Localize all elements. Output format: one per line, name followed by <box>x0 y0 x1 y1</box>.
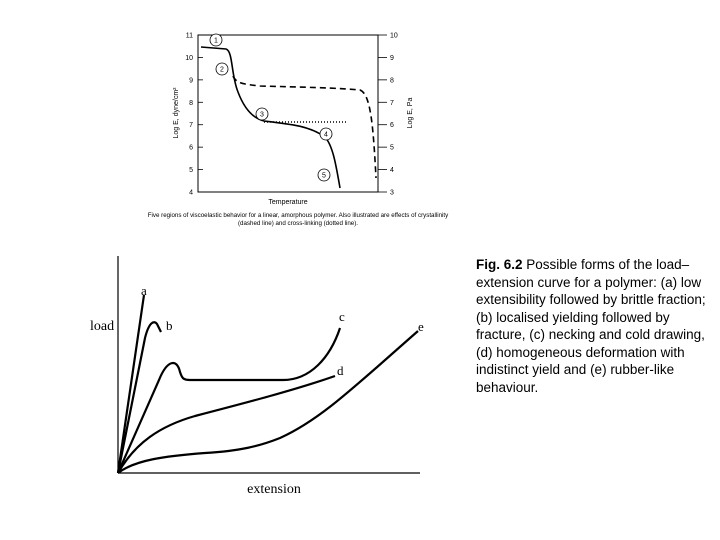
plot-frame <box>198 35 378 192</box>
fig-6-2-label: Fig. 6.2 <box>476 257 523 272</box>
region-marker-4 <box>320 128 332 140</box>
curve-label-e: e <box>418 319 424 334</box>
left-ticks <box>185 33 203 197</box>
viscoelastic-chart <box>140 20 440 220</box>
right-tick-label: 4 <box>390 167 394 175</box>
right-tick-label: 9 <box>390 54 394 62</box>
left-axis-label: Log E, dyne/cm² <box>173 87 180 139</box>
left-tick-label: 7 <box>189 122 193 130</box>
region-marker-1 <box>210 34 222 46</box>
right-tick-label: 3 <box>390 189 394 197</box>
region-label-1: 1 <box>214 37 218 45</box>
region-label-5: 5 <box>322 172 326 180</box>
left-tick-label: 4 <box>189 189 193 197</box>
x-axis-label: Temperature <box>268 199 308 206</box>
curve-e <box>118 331 418 473</box>
right-tick-label: 7 <box>390 99 394 107</box>
region-label-4: 4 <box>324 131 328 139</box>
left-tick-label: 6 <box>189 144 193 152</box>
left-tick-label: 11 <box>185 32 193 40</box>
right-tick-label: 8 <box>390 77 394 85</box>
fig-6-2-caption <box>476 256 712 396</box>
left-tick-label: 9 <box>189 77 193 85</box>
region-marker-2 <box>216 63 228 75</box>
curve-label-a: a <box>141 283 147 298</box>
right-ticks <box>378 33 398 197</box>
curve-label-c: c <box>339 309 345 324</box>
extension-axis-label: extension <box>247 482 301 497</box>
region-label-3: 3 <box>260 111 264 119</box>
right-axis-label: Log E, Pa <box>407 97 414 129</box>
left-tick-label: 10 <box>185 54 193 62</box>
top-figure-caption: Five regions of viscoelastic behavior for a linear, amorphous polymer. Also illustrated are effects of crystallinity (dashed line) and cross-linking (dotted line). <box>147 212 449 228</box>
curve-d <box>118 376 335 473</box>
region-label-2: 2 <box>220 66 224 74</box>
curve-label-d: d <box>337 363 344 378</box>
curve-label-b: b <box>166 318 173 333</box>
right-tick-label: 6 <box>390 122 394 130</box>
curve-b <box>118 322 161 473</box>
fig-6-2-text: Possible forms of the load–extension curve for a polymer: (a) low extensibility followed by brittle fraction; (b) localised yielding followed by fracture, (c) necking and cold drawing, (d) homogeneous deformation with indistinct yield and (e) rubber-like behaviour. <box>476 257 706 395</box>
region-marker-5 <box>318 169 330 181</box>
right-tick-label: 5 <box>390 144 394 152</box>
load-axis-label: load <box>90 319 115 334</box>
right-tick-label: 10 <box>390 32 398 40</box>
left-tick-label: 5 <box>189 167 193 175</box>
load-extension-chart <box>85 248 465 498</box>
left-tick-label: 8 <box>189 99 193 107</box>
region-marker-3 <box>256 108 268 120</box>
